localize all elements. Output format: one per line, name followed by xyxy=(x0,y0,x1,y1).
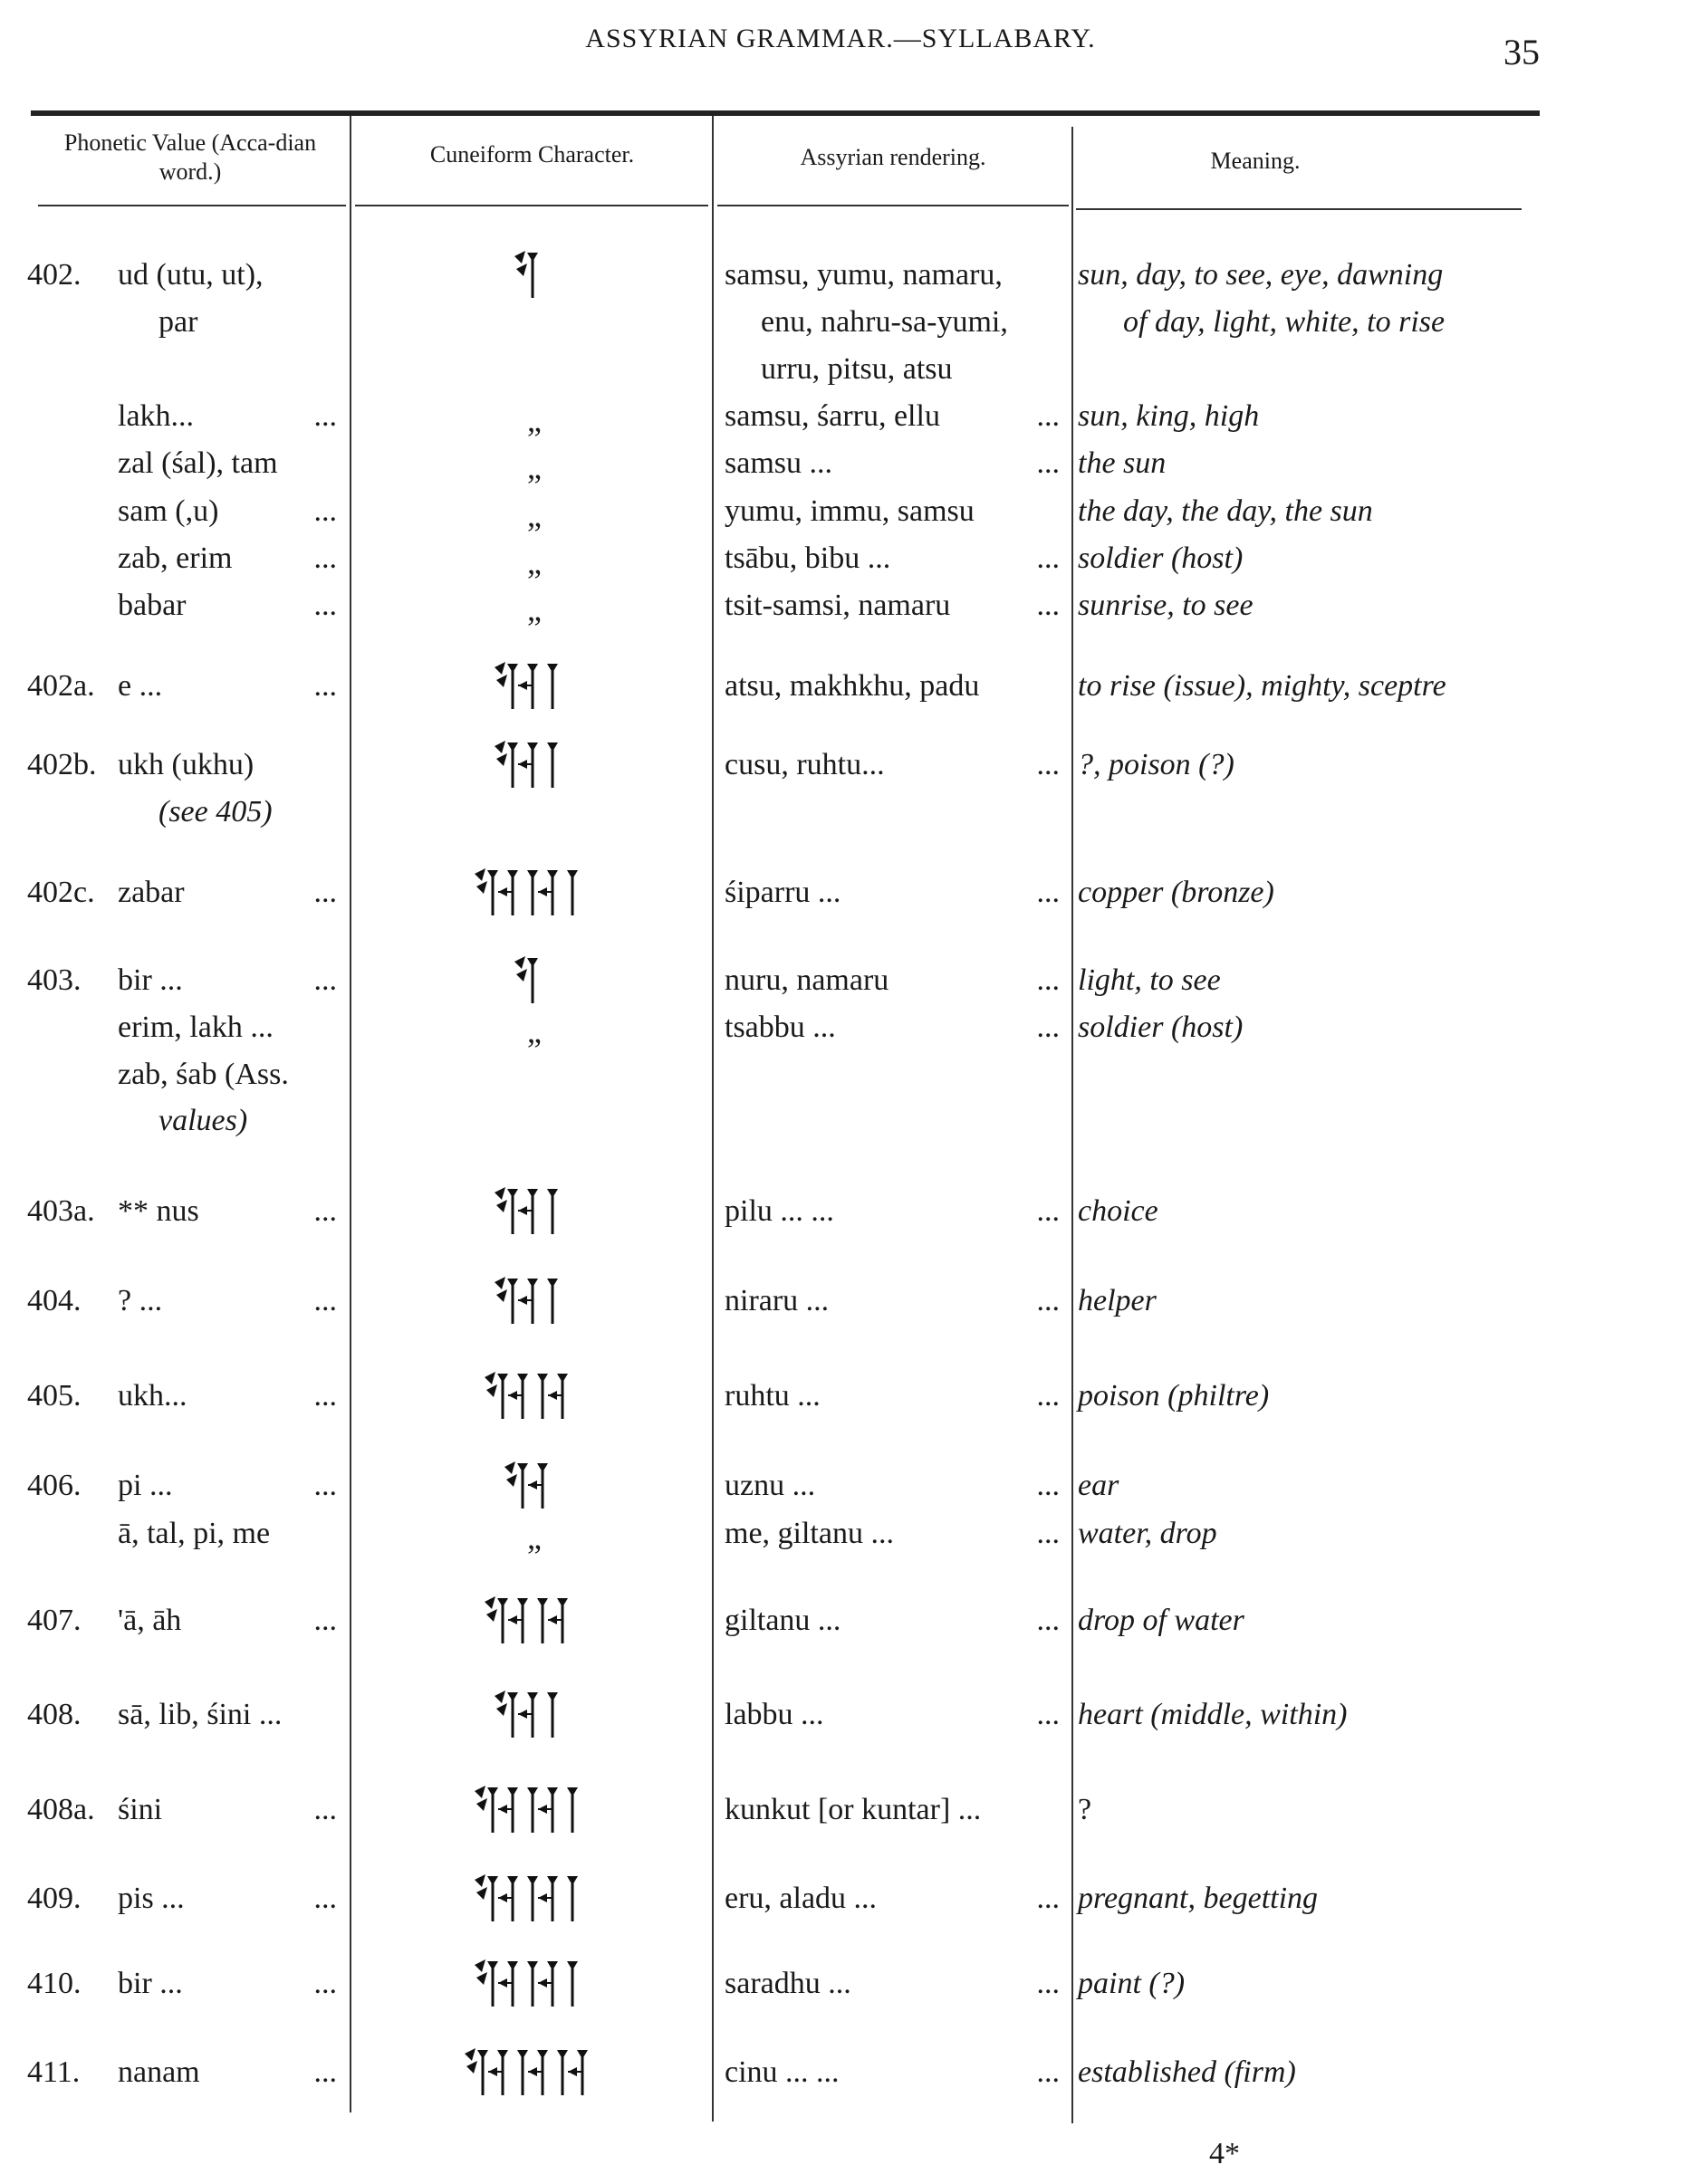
phonetic-value: ? ... xyxy=(118,1284,163,1317)
cuneiform-sign-ud-icon xyxy=(362,247,706,302)
cuneiform-sign-e-icon xyxy=(362,658,706,713)
cuneiform-sign-404-icon xyxy=(362,1273,706,1327)
meaning: helper xyxy=(1078,1284,1157,1317)
leader-dots: ... xyxy=(1036,1379,1060,1413)
entry-number: 407. xyxy=(27,1604,82,1637)
meaning: the day, the day, the sun xyxy=(1078,494,1373,528)
ditto-mark: „ xyxy=(527,1519,542,1556)
meaning: sun, king, high xyxy=(1078,399,1260,433)
leader-dots: ... xyxy=(313,1793,337,1826)
meaning: light, to see xyxy=(1078,963,1221,997)
phonetic-value: erim, lakh ... xyxy=(118,1011,274,1044)
meaning: drop of water xyxy=(1078,1604,1244,1637)
leader-dots: ... xyxy=(313,541,337,575)
meaning: poison (philtre) xyxy=(1078,1379,1270,1413)
cuneiform-sign-ukh-icon xyxy=(362,737,706,791)
page-number: 35 xyxy=(1503,32,1540,72)
ditto-mark: „ xyxy=(527,1013,542,1049)
cuneiform-sign-ah-icon xyxy=(362,1593,706,1647)
leader-dots: ... xyxy=(313,399,337,433)
leader-dots: ... xyxy=(1036,1011,1060,1044)
cuneiform-sign-bir2-icon xyxy=(362,1956,706,2010)
cuneiform-sign-pi-icon xyxy=(362,1458,706,1512)
assyrian-rendering: cinu ... ... xyxy=(725,2055,840,2089)
leader-dots: ... xyxy=(1036,1469,1060,1502)
phonetic-value: zabar xyxy=(118,876,185,909)
meaning: pregnant, begetting xyxy=(1078,1882,1319,1915)
phonetic-value: values) xyxy=(158,1104,248,1137)
top-rule xyxy=(31,110,1540,116)
header-rule xyxy=(717,205,1069,206)
leader-dots: ... xyxy=(1036,399,1060,433)
phonetic-value: pis ... xyxy=(118,1882,185,1915)
column-header-phonetic: Phonetic Value (Acca-dian word.) xyxy=(63,129,317,185)
phonetic-value: bir ... xyxy=(118,1967,183,2000)
leader-dots: ... xyxy=(1036,1882,1060,1915)
header-rule xyxy=(38,205,346,206)
assyrian-rendering: samsu, śarru, ellu xyxy=(725,399,940,433)
column-header-assyrian: Assyrian rendering. xyxy=(800,144,986,170)
ditto-mark: „ xyxy=(527,544,542,580)
entry-number: 402a. xyxy=(27,669,95,703)
ditto-mark: „ xyxy=(527,591,542,627)
assyrian-rendering: samsu ... xyxy=(725,446,832,480)
leader-dots: ... xyxy=(313,1469,337,1502)
running-title: ASSYRIAN GRAMMAR.—SYLLABARY. xyxy=(585,24,1096,53)
assyrian-rendering: me, giltanu ... xyxy=(725,1517,894,1550)
header-rule xyxy=(1076,208,1522,210)
phonetic-value: zab, erim xyxy=(118,541,233,575)
assyrian-rendering: giltanu ... xyxy=(725,1604,841,1637)
phonetic-value: pi ... xyxy=(118,1469,173,1502)
leader-dots: ... xyxy=(1036,541,1060,575)
assyrian-rendering: saradhu ... xyxy=(725,1967,851,2000)
phonetic-value: ** nus xyxy=(118,1194,199,1228)
cuneiform-sign-pis-icon xyxy=(362,1871,706,1925)
assyrian-rendering: cusu, ruhtu... xyxy=(725,748,885,781)
leader-dots: ... xyxy=(313,1284,337,1317)
phonetic-value: 'ā, āh xyxy=(118,1604,182,1637)
meaning: sunrise, to see xyxy=(1078,589,1254,622)
leader-dots: ... xyxy=(1036,1517,1060,1550)
entry-number: 405. xyxy=(27,1379,82,1413)
meaning: sun, day, to see, eye, dawning xyxy=(1078,258,1444,292)
ditto-mark: „ xyxy=(527,497,542,533)
column-header-cuneiform: Cuneiform Character. xyxy=(429,141,635,168)
entry-number: 402c. xyxy=(27,876,95,909)
assyrian-rendering: atsu, makhkhu, padu xyxy=(725,669,980,703)
meaning: choice xyxy=(1078,1194,1158,1228)
meaning: ?, poison (?) xyxy=(1078,748,1234,781)
phonetic-value: ukh (ukhu) xyxy=(118,748,255,781)
assyrian-rendering: urru, pitsu, atsu xyxy=(761,352,953,386)
header-rule xyxy=(355,205,708,206)
phonetic-value: sam (,u) xyxy=(118,494,219,528)
ditto-mark: „ xyxy=(527,449,542,485)
leader-dots: ... xyxy=(313,669,337,703)
leader-dots: ... xyxy=(313,589,337,622)
cuneiform-sign-nanam-icon xyxy=(362,2045,706,2099)
assyrian-rendering: tsit-samsi, namaru xyxy=(725,589,951,622)
leader-dots: ... xyxy=(1036,748,1060,781)
phonetic-value: par xyxy=(158,305,198,339)
phonetic-value: ukh... xyxy=(118,1379,187,1413)
column-divider xyxy=(712,116,714,2122)
meaning: soldier (host) xyxy=(1078,541,1244,575)
meaning: copper (bronze) xyxy=(1078,876,1274,909)
leader-dots: ... xyxy=(313,1379,337,1413)
ditto-mark: „ xyxy=(527,402,542,438)
leader-dots: ... xyxy=(313,876,337,909)
entry-number: 403a. xyxy=(27,1194,95,1228)
leader-dots: ... xyxy=(1036,1604,1060,1637)
assyrian-rendering: śiparru ... xyxy=(725,876,841,909)
assyrian-rendering: tsābu, bibu ... xyxy=(725,541,891,575)
meaning: established (firm) xyxy=(1078,2055,1296,2089)
entry-number: 408. xyxy=(27,1698,82,1731)
leader-dots: ... xyxy=(1036,1284,1060,1317)
entry-number: 402b. xyxy=(27,748,97,781)
meaning: paint (?) xyxy=(1078,1967,1186,2000)
meaning: to rise (issue), mighty, sceptre xyxy=(1078,669,1446,703)
leader-dots: ... xyxy=(1036,963,1060,997)
meaning: soldier (host) xyxy=(1078,1011,1244,1044)
assyrian-rendering: nuru, namaru xyxy=(725,963,889,997)
signature-mark: 4* xyxy=(1209,2137,1240,2170)
leader-dots: ... xyxy=(313,494,337,528)
leader-dots: ... xyxy=(1036,2055,1060,2089)
phonetic-value: nanam xyxy=(118,2055,200,2089)
meaning: ? xyxy=(1078,1793,1092,1826)
phonetic-value: ud (utu, ut), xyxy=(118,258,264,292)
phonetic-value: zab, śab (Ass. xyxy=(118,1058,289,1091)
entry-number: 411. xyxy=(27,2055,81,2089)
meaning: of day, light, white, to rise xyxy=(1123,305,1446,339)
cuneiform-sign-bir-icon xyxy=(362,953,706,1007)
meaning: ear xyxy=(1078,1469,1119,1502)
meaning: water, drop xyxy=(1078,1517,1217,1550)
leader-dots: ... xyxy=(1036,1698,1060,1731)
entry-number: 408a. xyxy=(27,1793,95,1826)
assyrian-rendering: tsabbu ... xyxy=(725,1011,836,1044)
entry-number: 404. xyxy=(27,1284,82,1317)
phonetic-value: zal (śal), tam xyxy=(118,446,278,480)
assyrian-rendering: niraru ... xyxy=(725,1284,830,1317)
assyrian-rendering: pilu ... ... xyxy=(725,1194,834,1228)
entry-number: 402. xyxy=(27,258,82,292)
assyrian-rendering: labbu ... xyxy=(725,1698,824,1731)
cuneiform-sign-zabar-icon xyxy=(362,865,706,919)
phonetic-value: lakh... xyxy=(118,399,195,433)
phonetic-value: bir ... xyxy=(118,963,183,997)
assyrian-rendering: eru, aladu ... xyxy=(725,1882,878,1915)
leader-dots: ... xyxy=(313,1967,337,2000)
assyrian-rendering: enu, nahru-sa-yumi, xyxy=(761,305,1008,339)
leader-dots: ... xyxy=(313,2055,337,2089)
entry-number: 410. xyxy=(27,1967,82,2000)
cuneiform-sign-sini-icon xyxy=(362,1782,706,1836)
phonetic-value: śini xyxy=(118,1793,163,1826)
assyrian-rendering: yumu, immu, samsu xyxy=(725,494,975,528)
phonetic-value: sā, lib, śini ... xyxy=(118,1698,283,1731)
entry-number: 403. xyxy=(27,963,82,997)
leader-dots: ... xyxy=(313,963,337,997)
phonetic-value: babar xyxy=(118,589,187,622)
leader-dots: ... xyxy=(1036,876,1060,909)
leader-dots: ... xyxy=(313,1194,337,1228)
assyrian-rendering: ruhtu ... xyxy=(725,1379,821,1413)
meaning: the sun xyxy=(1078,446,1167,480)
entry-number: 406. xyxy=(27,1469,82,1502)
cuneiform-sign-lib-icon xyxy=(362,1687,706,1741)
phonetic-value: ā, tal, pi, me xyxy=(118,1517,271,1550)
cuneiform-sign-nus-icon xyxy=(362,1183,706,1238)
leader-dots: ... xyxy=(1036,446,1060,480)
entry-number: 409. xyxy=(27,1882,82,1915)
leader-dots: ... xyxy=(313,1604,337,1637)
leader-dots: ... xyxy=(1036,589,1060,622)
leader-dots: ... xyxy=(313,1882,337,1915)
phonetic-value: (see 405) xyxy=(158,795,273,829)
meaning: heart (middle, within) xyxy=(1078,1698,1348,1731)
column-header-meaning: Meaning. xyxy=(1210,148,1301,174)
leader-dots: ... xyxy=(1036,1967,1060,2000)
phonetic-value: e ... xyxy=(118,669,163,703)
assyrian-rendering: kunkut [or kuntar] ... xyxy=(725,1793,982,1826)
leader-dots: ... xyxy=(1036,1194,1060,1228)
column-divider xyxy=(1071,127,1073,2123)
assyrian-rendering: samsu, yumu, namaru, xyxy=(725,258,1003,292)
assyrian-rendering: uznu ... xyxy=(725,1469,816,1502)
cuneiform-sign-ukh2-icon xyxy=(362,1368,706,1422)
